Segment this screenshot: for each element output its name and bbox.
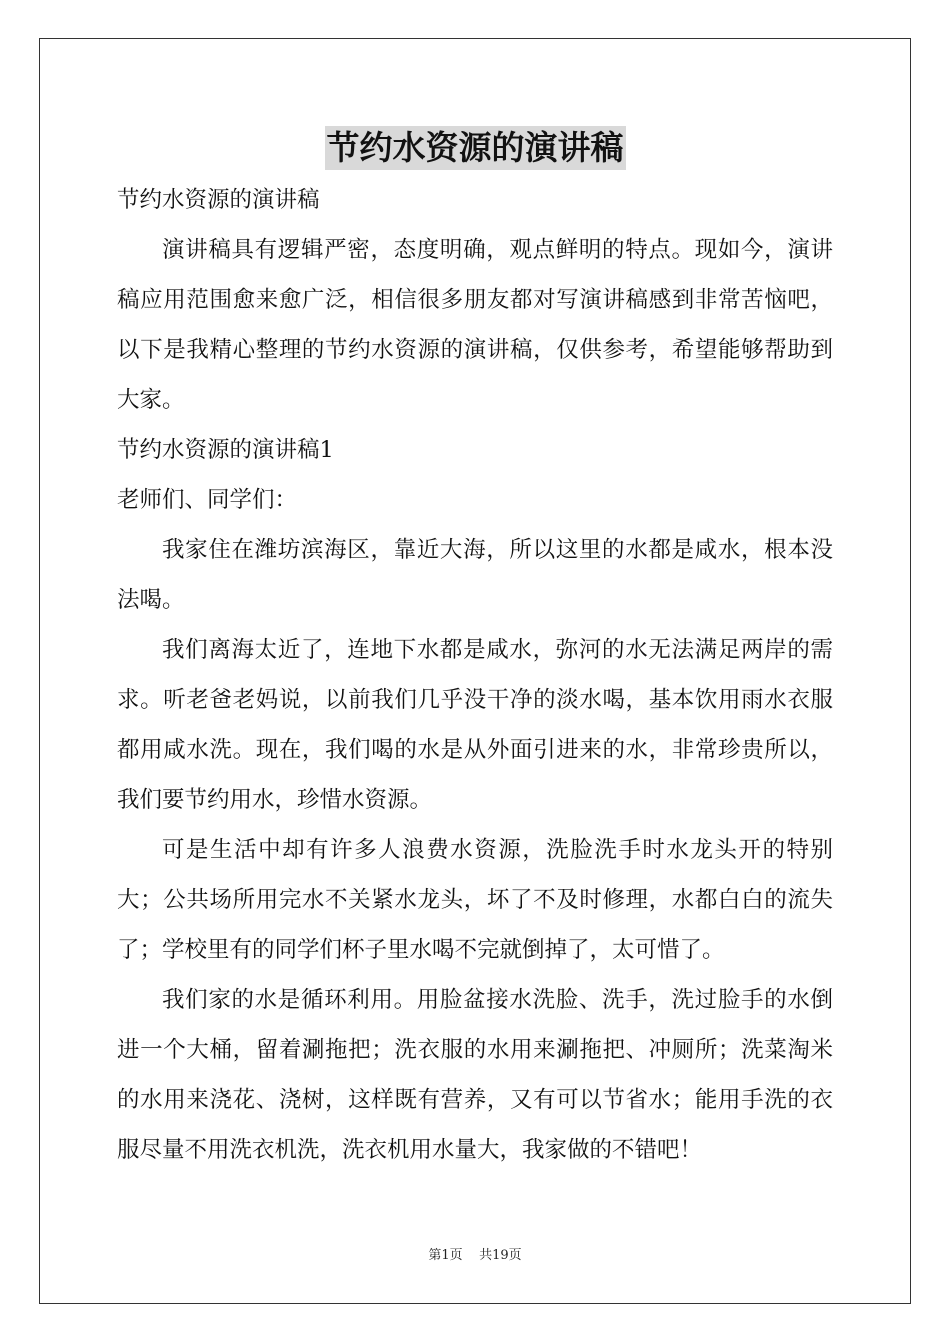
paragraph-salutation: 老师们、同学们： — [117, 487, 298, 513]
paragraph-section-heading: 节约水资源的演讲稿1 — [117, 437, 334, 463]
page-footer — [0, 1246, 950, 1266]
document-body — [117, 175, 833, 1175]
title-area — [0, 126, 950, 170]
paragraph-body: 我家住在潍坊滨海区，靠近大海，所以这里的水都是咸水，根本没法喝。 — [117, 537, 833, 613]
paragraph-body: 我们离海太近了，连地下水都是咸水，弥河的水无法满足两岸的需求。听老爸老妈说，以前我们几乎没干净的淡水喝，基本饮用雨水衣服都用咸水洗。现在，我们喝的水是从外面引进来的水，非常珍贵所以，我们要节约用水，珍惜水资源。 — [117, 637, 833, 813]
page-number: 第1页 — [428, 1248, 463, 1263]
paragraph-body: 可是生活中却有许多人浪费水资源，洗脸洗手时水龙头开的特别大；公共场所用完水不关紧水龙头，坏了不及时修理，水都白白的流失了；学校里有的同学们杯子里水喝不完就倒掉了，太可惜了。 — [117, 837, 833, 963]
page-total: 共19页 — [479, 1248, 522, 1263]
paragraph-body: 我们家的水是循环利用。用脸盆接水洗脸、洗手，洗过脸手的水倒进一个大桶，留着涮拖把；洗衣服的水用来涮拖把、冲厕所；洗菜淘米的水用来浇花、浇树，这样既有营养，又有可以节省水；能用手洗的衣服尽量不用洗衣机洗，洗衣机用水量大，我家做的不错吧！ — [117, 987, 833, 1163]
document-title: 节约水资源的演讲稿 — [325, 126, 626, 170]
paragraph-intro: 演讲稿具有逻辑严密，态度明确，观点鲜明的特点。现如今，演讲稿应用范围愈来愈广泛，相信很多朋友都对写演讲稿感到非常苦恼吧，以下是我精心整理的节约水资源的演讲稿，仅供参考，希望能够帮助到大家。 — [117, 237, 833, 413]
paragraph-subtitle: 节约水资源的演讲稿 — [117, 187, 320, 213]
